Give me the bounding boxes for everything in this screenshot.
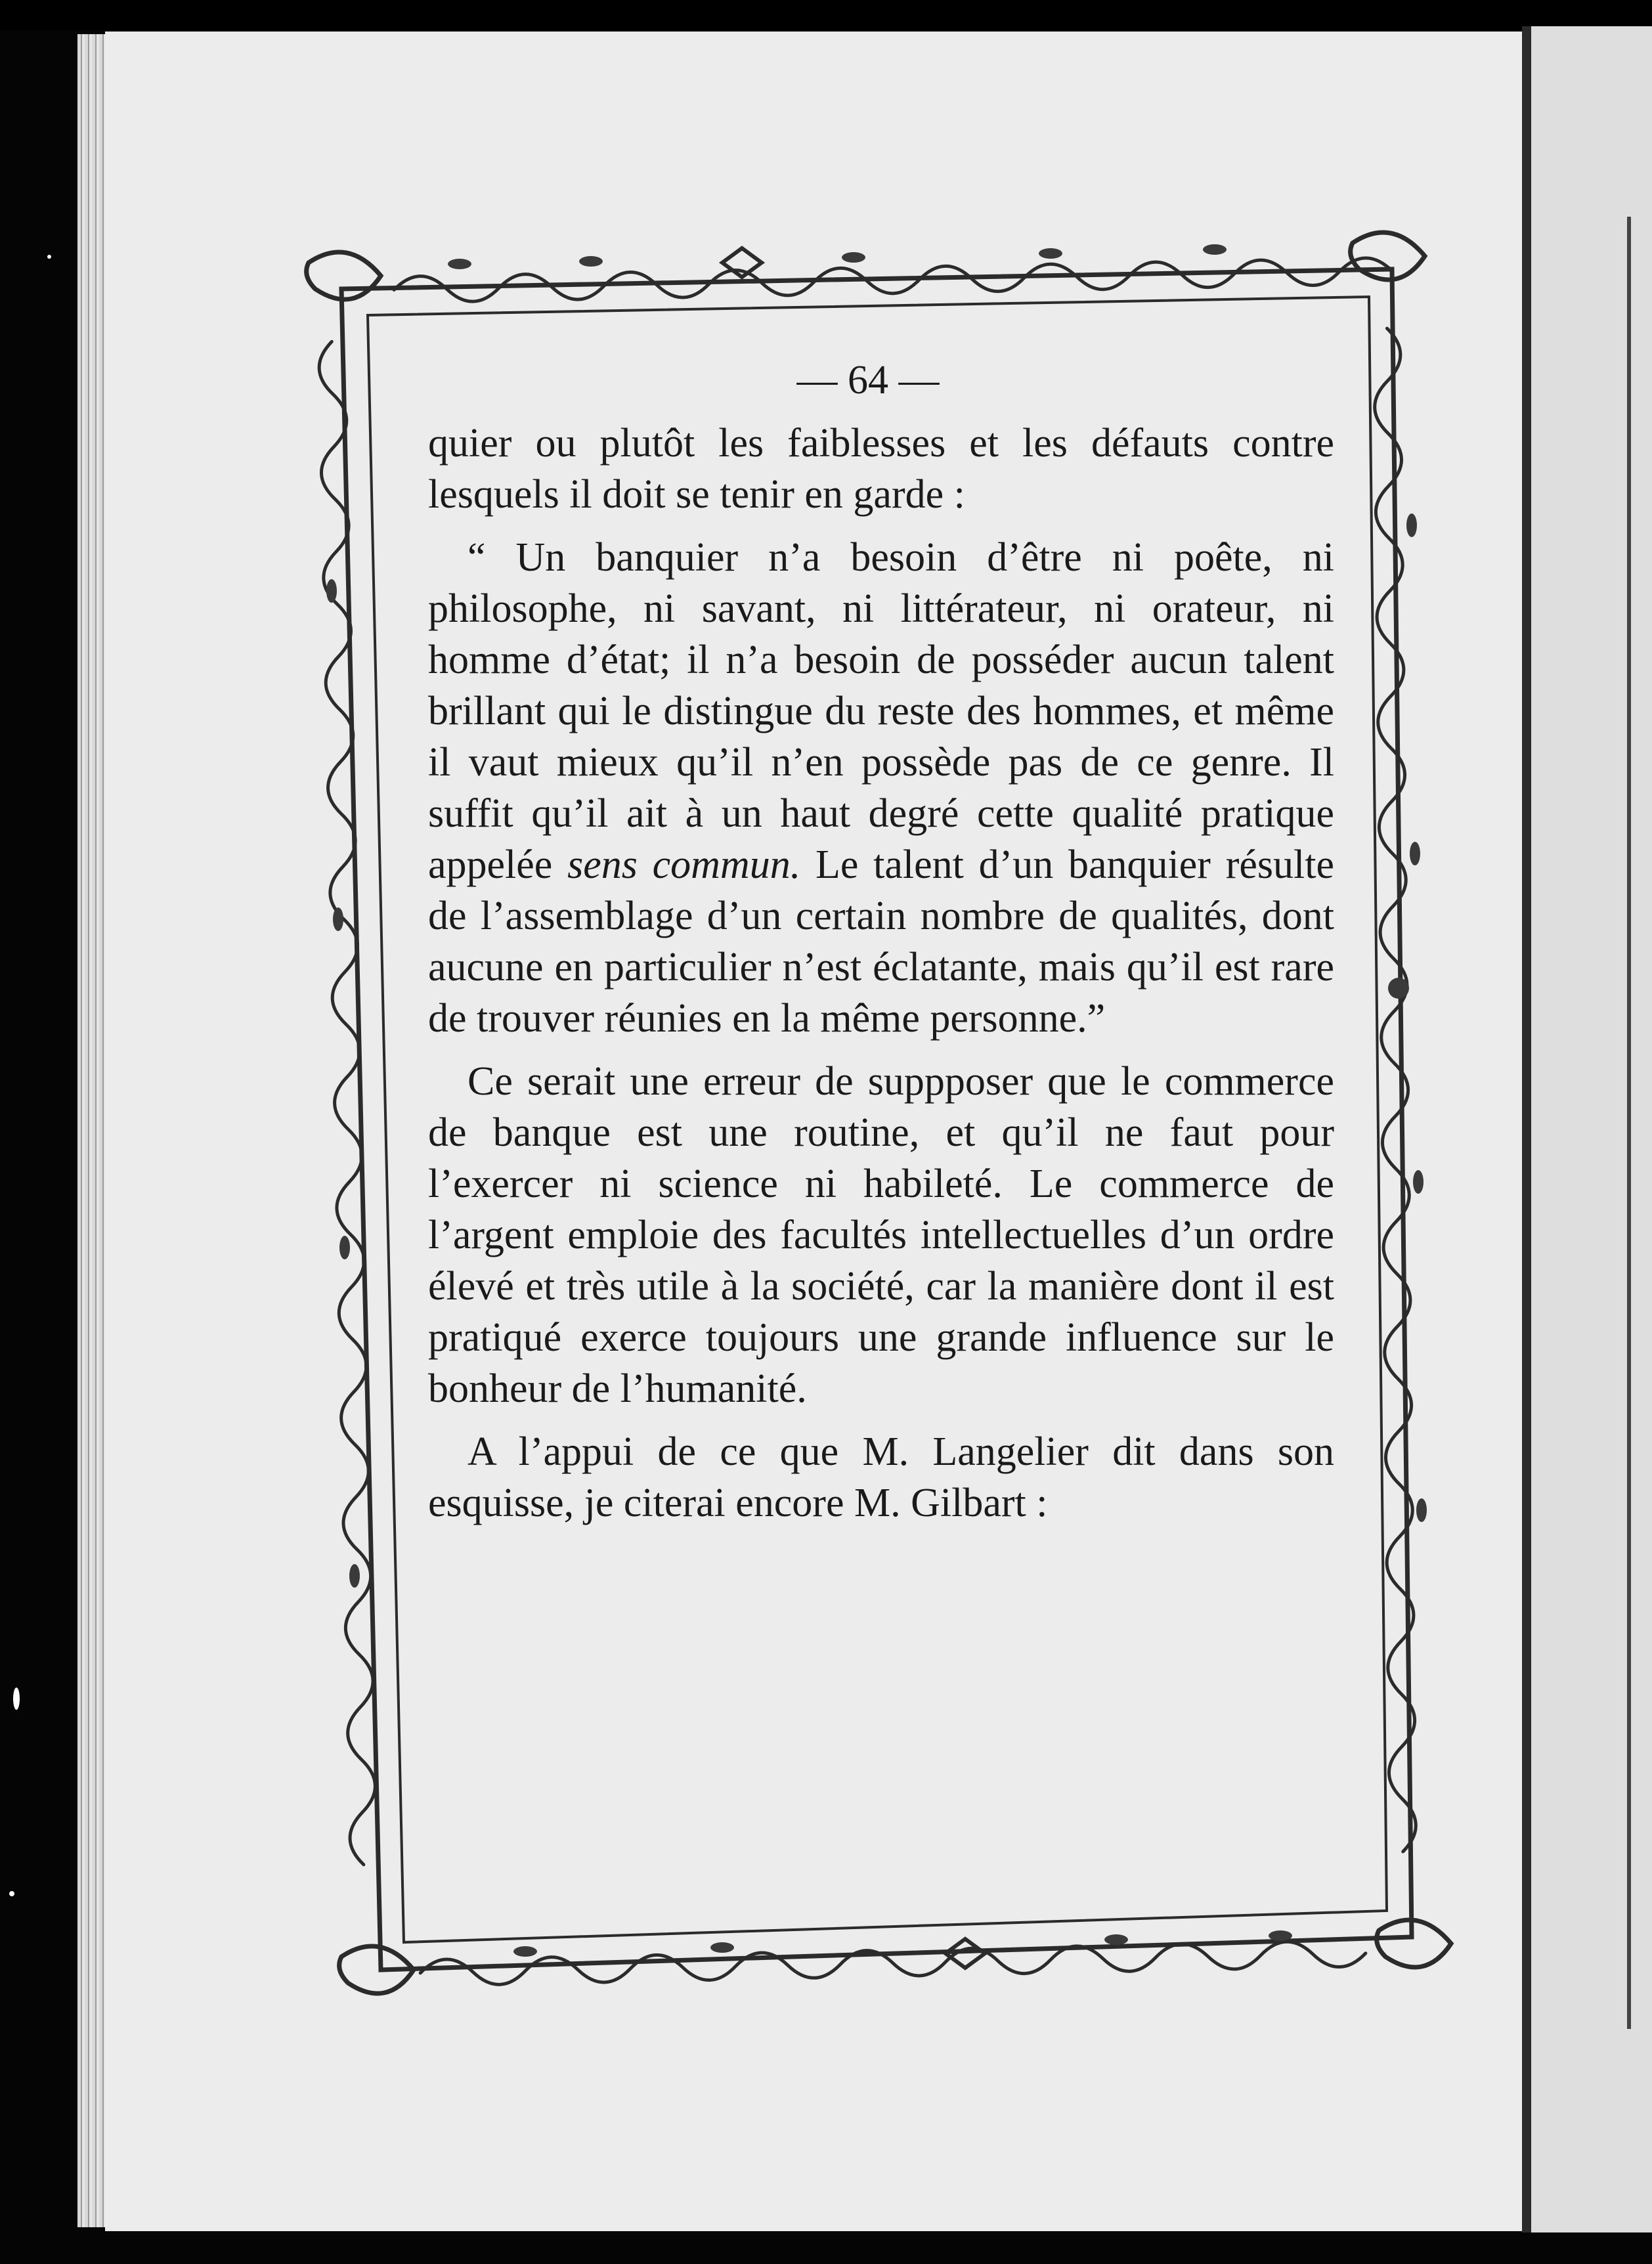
scan-speck xyxy=(13,1687,20,1710)
paragraph-text: A l’appui de ce que M. Langelier dit dans son esquisse, je citerai encore M. Gilbart : xyxy=(428,1429,1334,1525)
page-text xyxy=(428,355,1334,1540)
paragraph-3 xyxy=(428,1056,1334,1414)
paragraph-4 xyxy=(428,1426,1334,1529)
scan-speck xyxy=(9,1891,14,1896)
emphasis-sens-commun: sens commun. xyxy=(567,842,801,887)
paragraph-text: “ Un banquier n’a besoin d’être ni poête, ni philosophe, ni savant, ni littérateur, ni orateur, ni homme d’état; il n’a besoin de posséder aucun talent brillant qui le distingue du reste des hommes, et même il vaut mieux qu’il n’en possède pas de ce genre. Il suffit qu’il ait à un haut degré cette qualité pratique appelée xyxy=(428,535,1334,887)
scan-speck xyxy=(47,255,51,259)
paragraph-1 xyxy=(428,418,1334,520)
paragraph-text: Le talent d’un banquier résulte de l’assemblage d’un certain nombre de qualités, dont aucune en particulier n’est éclatante, mais qu’il est rare de trouver réunies en la même personne.” xyxy=(428,842,1334,1041)
paragraph-text: Ce serait une erreur de suppposer que le commerce de banque est une routine, et qu’il ne faut pour l’exercer ni science ni habileté. Le commerce de l’argent emploie des facultés intellectuelles d’un ordre élevé et très utile à la société, car la manière dont il est pratiqué exerce toujours une grande influence sur le bonheur de l’humanité. xyxy=(428,1059,1334,1411)
paragraph-2-quote xyxy=(428,532,1334,1044)
page-number: — 64 — xyxy=(796,358,940,403)
paragraph-text: quier ou plutôt les faiblesses et les défauts contre lesquels il doit se tenir en garde : xyxy=(428,421,1334,517)
